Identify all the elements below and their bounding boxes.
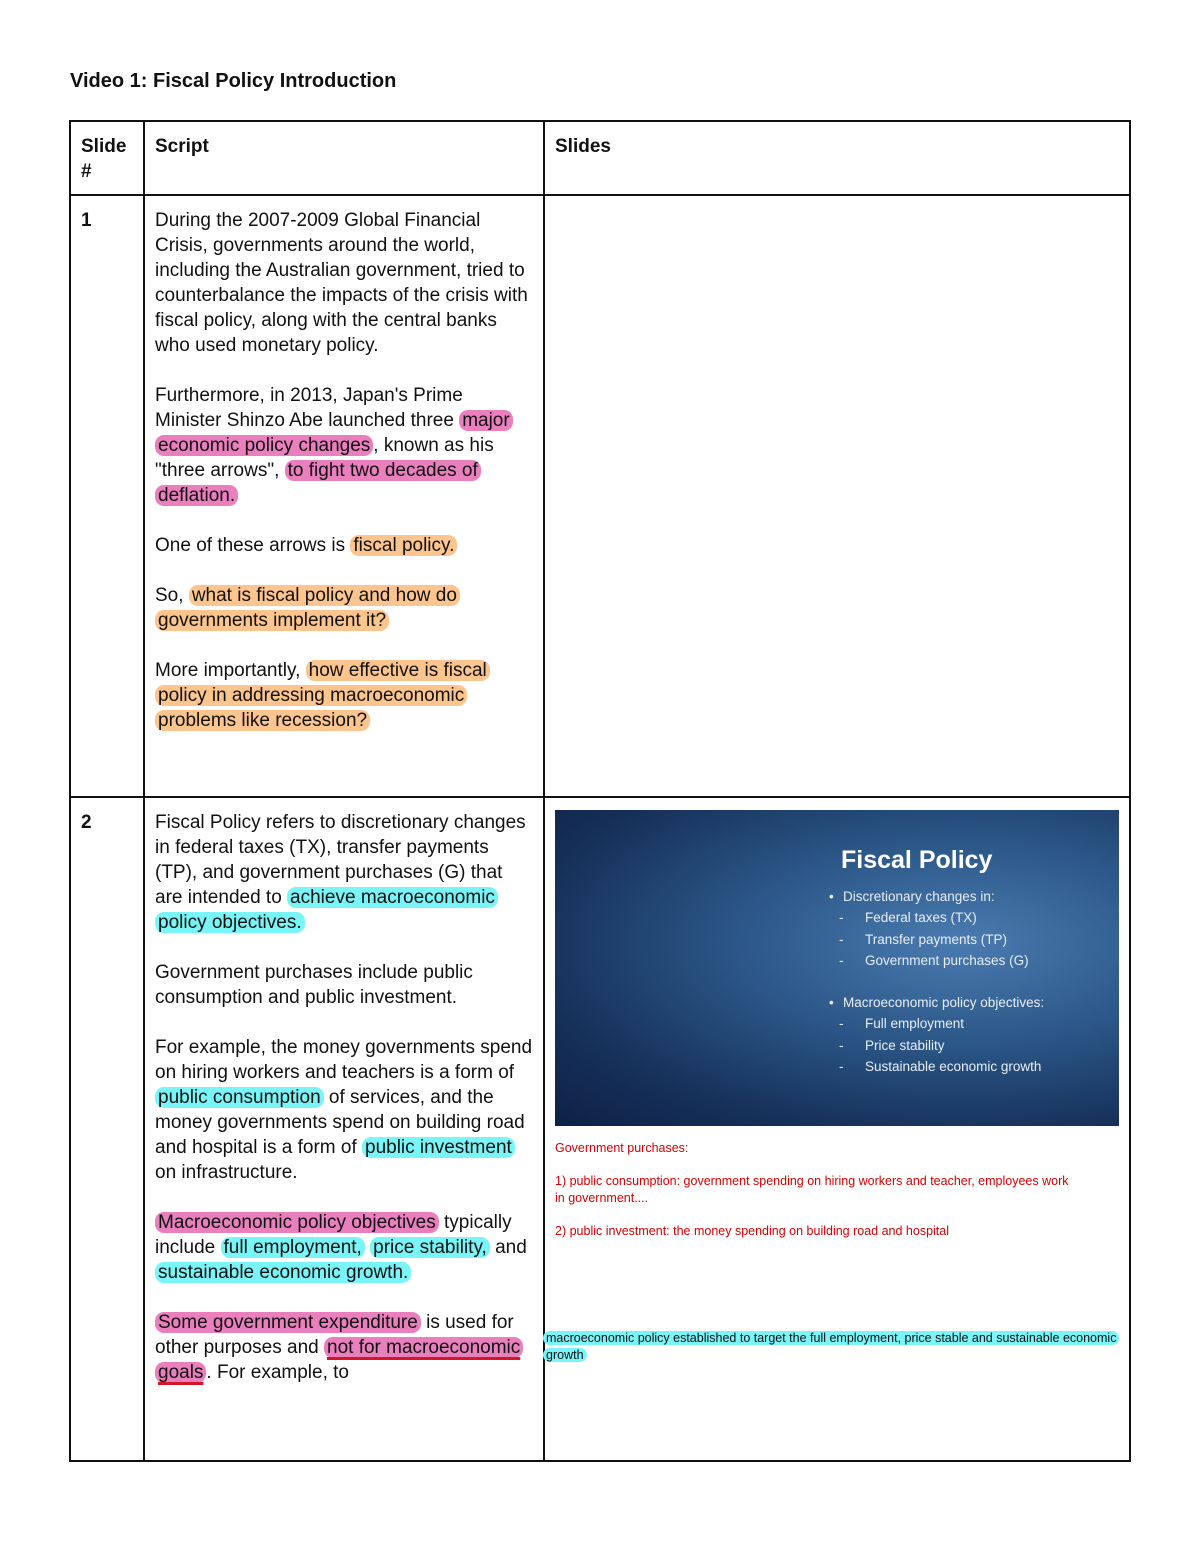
script-paragraph: [155, 533, 533, 558]
header-script: Script: [144, 121, 544, 195]
text-run: Furthermore, in 2013, Japan's Prime Minister Shinzo Abe launched three: [155, 385, 463, 431]
slide-thumbnail: [555, 810, 1119, 1126]
text-run: For example, the money governments spend on hiring workers and teachers is a form of: [155, 1037, 533, 1083]
script-paragraph: [155, 810, 533, 935]
text-run: One of these arrows is: [155, 535, 351, 556]
highlight-pink: Some government expenditure: [155, 1312, 421, 1333]
text-run: typically include: [155, 1212, 512, 1258]
text-run: Fiscal Policy refers to discretionary changes in federal taxes (TX), transfer payments (TP), and government purchases (G) that are intended to: [155, 812, 526, 908]
highlight-cyan: public consumption: [155, 1087, 324, 1108]
note-line: 1) public consumption: government spending on hiring workers and teacher, employees work: [555, 1174, 1069, 1188]
highlight-cyan: sustainable economic growth.: [155, 1262, 411, 1283]
script-paragraph: [155, 1310, 533, 1385]
cyan-annotation: [543, 1330, 1143, 1364]
slide-sub-bullet: - Full employment: [829, 1013, 1044, 1034]
highlight-orange: fiscal policy.: [350, 535, 457, 556]
text-run: of services, and the money governments spend on building road and hospital is a form of: [155, 1087, 525, 1158]
highlight-pink: major economic policy changes: [155, 410, 513, 456]
header-slide-number: Slide #: [70, 121, 144, 195]
slide-sub-bullet: - Federal taxes (TX): [829, 907, 1044, 928]
document-title: Video 1: Fiscal Policy Introduction: [70, 70, 397, 92]
slide-bullet: • Macroeconomic policy objectives:: [829, 992, 1044, 1013]
highlight-cyan: price stability,: [370, 1237, 490, 1258]
text-run: on infrastructure.: [155, 1162, 298, 1183]
slide-spacer: [829, 971, 1044, 992]
script-paragraph: During the 2007-2009 Global Financial Crisis, governments around the world, including the Australian government, tried to counterbalance the impacts of the crisis with fiscal policy, along with the central banks who used monetary policy.: [155, 210, 528, 356]
text-run: is used for other purposes and: [155, 1312, 514, 1358]
note-line: Government purchases:: [555, 1141, 689, 1155]
note-blank: [555, 1157, 1119, 1174]
highlight-pink: to fight two decades of deflation.: [155, 460, 481, 506]
slide-sub-bullet: - Price stability: [829, 1035, 1044, 1056]
text-run: . For example, to: [206, 1362, 349, 1383]
slide-sub-bullet: - Government purchases (G): [829, 950, 1044, 971]
slide-number: 1: [70, 195, 144, 797]
highlight-cyan: macroeconomic policy established to target the full employment, price stable and sustainable economic growth: [543, 1331, 1119, 1362]
note-line: in government....: [555, 1190, 649, 1205]
script-paragraph: [155, 1210, 533, 1285]
text-run: More importantly,: [155, 660, 306, 681]
note-line: 2) public investment: the money spending on building road and hospital: [555, 1223, 950, 1238]
note-blank: [555, 1206, 1119, 1223]
script-paragraph: [155, 383, 533, 508]
script-cell: [144, 195, 544, 797]
slide-sub-bullet: - Transfer payments (TP): [829, 929, 1044, 950]
red-notes: [555, 1140, 1119, 1239]
highlight-pink-underlined: not for macroeconomic goals: [155, 1337, 523, 1383]
script-cell: [144, 797, 544, 1461]
slides-cell-empty: [544, 195, 1130, 797]
slide-sub-bullet: - Sustainable economic growth: [829, 1056, 1044, 1077]
script-paragraph: Government purchases include public consumption and public investment.: [155, 962, 473, 1008]
script-paragraph: [155, 658, 533, 733]
script-paragraph: [155, 583, 533, 633]
highlight-cyan: full employment,: [221, 1237, 365, 1258]
highlight-cyan: achieve macroeconomic policy objectives.: [155, 887, 498, 933]
slide-number: 2: [70, 797, 144, 1461]
table-header-row: [70, 121, 1130, 195]
slide-bullet-list: [829, 886, 1044, 1077]
header-slides: Slides: [544, 121, 1130, 195]
slide-title: Fiscal Policy: [841, 846, 993, 874]
highlight-orange: how effective is fiscal policy in addressing macroeconomic problems like recession?: [155, 660, 490, 731]
text-run: So,: [155, 585, 189, 606]
highlight-cyan: public investment: [362, 1137, 515, 1158]
slide-bullet: • Discretionary changes in:: [829, 886, 1044, 907]
script-table: [69, 120, 1131, 1462]
text-run: , known as his "three arrows",: [155, 435, 494, 481]
highlight-orange: what is fiscal policy and how do governments implement it?: [155, 585, 460, 631]
table-row: [70, 195, 1130, 797]
script-paragraph: [155, 1035, 533, 1185]
highlight-pink: Macroeconomic policy objectives: [155, 1212, 439, 1233]
text-run: and: [489, 1237, 527, 1258]
